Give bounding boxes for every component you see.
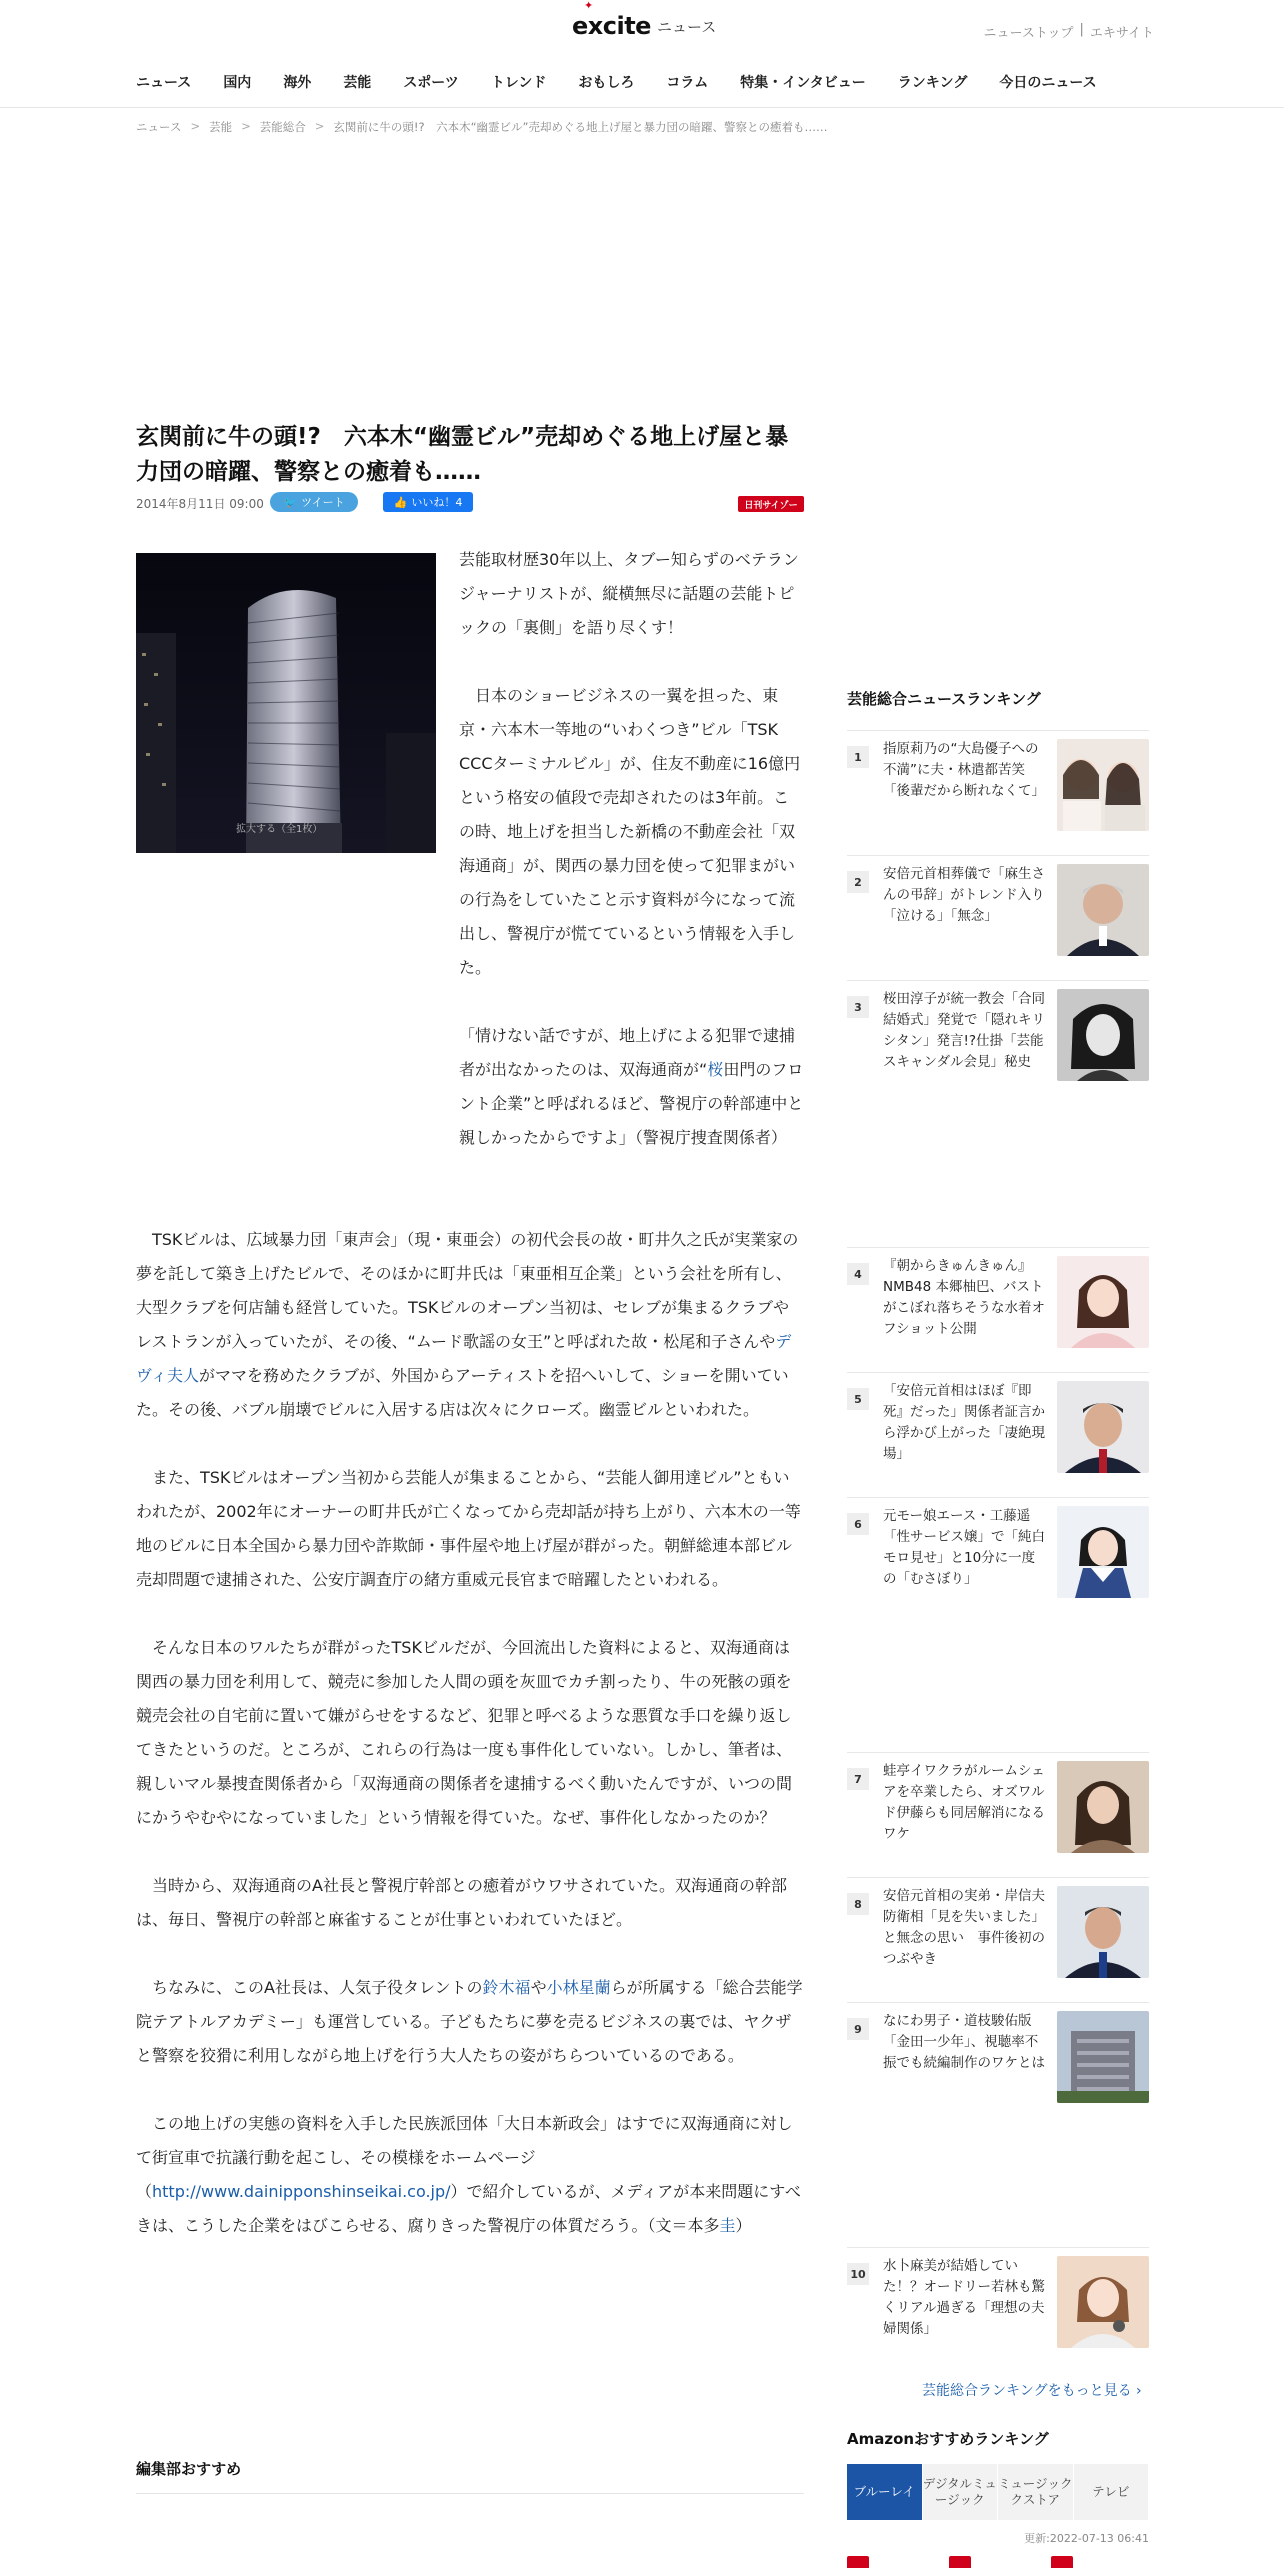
tab-music-store[interactable]: ミュージッククストア: [998, 2464, 1074, 2520]
article-body-side: [459, 543, 804, 1189]
breadcrumb-sep: >: [190, 119, 201, 133]
tab-digital-music[interactable]: デジタルミュージック: [923, 2464, 999, 2520]
rank-number: 9: [847, 2018, 869, 2040]
article-paragraph: 当時から、双海通商のA社長と警視庁幹部との癒着がウワサされていた。双海通商の幹部は、毎日、警視庁の幹部と麻雀することが仕事といわれていたほど。: [136, 1876, 787, 1929]
chevron-right-icon: ›: [1136, 2383, 1142, 2399]
rank-headline: なにわ男子・道枝駿佑版「金田一少年」、視聴率不振でも続編制作のワケとは: [883, 2013, 1045, 2071]
paragraph-text: がママを務めたクラブが、外国からアーティストを招へいして、ショーを開いていた。その後、バブル崩壊でビルに入居する店は次々にクローズ。幽霊ビルといわれた。: [136, 1366, 789, 1419]
rank-thumbnail: [1057, 1761, 1149, 1853]
suzuki-fuku-link[interactable]: 鈴木福: [482, 1978, 531, 1997]
article-body: [136, 1223, 804, 2277]
header-links: [984, 22, 1154, 41]
like-button[interactable]: [383, 492, 473, 512]
nav-ranking[interactable]: ランキング: [897, 75, 968, 91]
logo-text: excite: [572, 12, 651, 40]
paragraph-text: ちなみに、このA社長は、人気子役タレントの: [136, 1978, 483, 1997]
article-paragraph: そんな日本のワルたちが群がったTSKビルだが、今回流出した資料によると、双海通商は関西の暴力団を利用して、競売に参加した人間の頭を灰皿でカチ割ったり、牛の死骸の頭を競売会社の自宅前に置いて嫌がらせをするなど、犯罪と呼べるような悪質な手口を繰り返してきたというのだ。ところが、これらの行為は一度も事件化していない。しかし、筆者は、親しいマル暴捜査関係者から「双海通商の関係者を逮捕するべく動いたんですが、いつの間にかうやむやになっていました」という情報を得ていた。なぜ、事件化しなかったのか？: [136, 1638, 793, 1827]
amazon-rank-markers: [847, 2556, 1149, 2568]
ranking-item[interactable]: [847, 1752, 1149, 1862]
dewi-link[interactable]: デヴィ夫人: [136, 1332, 792, 1385]
photo-caption: 拡大する（全1枚）: [236, 824, 323, 835]
breadcrumb: [136, 119, 827, 135]
nav-domestic[interactable]: 国内: [223, 75, 252, 91]
rank-number: 4: [847, 1263, 869, 1285]
rank-headline: 水卜麻美が結婚していた！？オードリー若林も驚くリアル過ぎる「理想の夫婦関係」: [883, 2258, 1045, 2337]
rank-thumbnail: [1057, 1506, 1149, 1598]
rank-headline: 安倍元首相の実弟・岸信夫防衛相「見を失いました」と無念の思い 事件後初のつぶやき: [883, 1888, 1045, 1967]
article-paragraph: [136, 1971, 804, 2073]
main-nav: [136, 72, 1129, 92]
ranking-item[interactable]: [847, 980, 1149, 1090]
ranking-item[interactable]: [847, 855, 1149, 965]
tab-bluray[interactable]: ブルーレイ: [847, 2464, 923, 2520]
logo-mark: [572, 0, 651, 40]
ranking-item[interactable]: [847, 1372, 1149, 1482]
nav-funny[interactable]: おもしろ: [578, 75, 635, 91]
paragraph-text: らが所属する「総合芸能学院テアトルアカデミー」も運営している。子どもたちに夢を売るビジネスの裏では、ヤクザと警察を狡猾に利用しながら地上げを行う大人たちの姿がちらついているのである。: [136, 1978, 803, 2065]
tweet-button[interactable]: [270, 492, 358, 512]
editor-pick-heading: 編集部おすすめ: [136, 2458, 804, 2494]
nav-sports[interactable]: スポーツ: [403, 75, 459, 91]
article-paragraph: [136, 2107, 804, 2243]
source-badge: 日刊サイゾー: [738, 496, 804, 512]
ranking-item[interactable]: [847, 2002, 1149, 2112]
rank-number: 8: [847, 1893, 869, 1915]
nav-today[interactable]: 今日のニュース: [999, 75, 1097, 91]
breadcrumb-general[interactable]: 芸能総合: [259, 120, 306, 134]
rank-headline: 桜田淳子が統一教会「合同結婚式」発覚で「隠れキリシタン」発言!?仕掛「芸能スキャンダル会見」秘史: [883, 991, 1045, 1070]
ranking-item[interactable]: [847, 2247, 1149, 2357]
nav-feature[interactable]: 特集・インタビュー: [740, 75, 866, 91]
rank-marker: [1051, 2556, 1073, 2568]
rank-number: 3: [847, 996, 869, 1018]
nav-news[interactable]: ニュース: [136, 75, 192, 91]
rank-headline: 『朝からきゅんきゅん』NMB48 本郷柚巴、バストがこぼれ落ちそうな水着オフショット公開: [883, 1258, 1045, 1337]
paragraph-text: や: [530, 1978, 547, 1997]
rank-marker: [949, 2556, 971, 2568]
rank-number: 6: [847, 1513, 869, 1535]
excite-link[interactable]: エキサイト: [1089, 26, 1154, 41]
ranking-item[interactable]: [847, 1497, 1149, 1607]
nav-column[interactable]: コラム: [666, 75, 709, 91]
rank-number: 7: [847, 1768, 869, 1790]
rank-number: 5: [847, 1388, 869, 1410]
quote-text: 田門のフロント企業”と呼ばれるほど、警視庁の幹部連中と親しかったからですよ」（警視庁捜査関係者）: [459, 1060, 804, 1147]
article-photo[interactable]: [136, 553, 436, 853]
ranking-more-link[interactable]: [922, 2380, 1142, 2400]
thumbs-up-icon: 👍: [393, 495, 408, 509]
rank-thumbnail: [1057, 864, 1149, 956]
rank-headline: 指原莉乃の“大島優子への不満”に夫・林遣都苦笑 「後輩だから断れなくて」: [883, 741, 1045, 799]
rank-thumbnail: [1057, 1381, 1149, 1473]
ranking-item[interactable]: [847, 1877, 1149, 1987]
logo-sub: ニュース: [656, 18, 717, 36]
rank-number: 2: [847, 871, 869, 893]
rank-headline: 安倍元首相葬儀で「麻生さんの弔辞」がトレンド入り「泣ける」「無念」: [883, 866, 1045, 924]
amazon-updated: 更新:2022-07-13 06:41: [1024, 2532, 1149, 2545]
site-header: [0, 0, 1284, 108]
rank-marker: [847, 2556, 869, 2568]
breadcrumb-entertainment[interactable]: 芸能: [209, 120, 233, 134]
homepage-link[interactable]: http://www.dainipponshinseikai.co.jp/: [152, 2182, 451, 2201]
breadcrumb-sep: >: [314, 119, 325, 133]
paragraph-text: ）で紹介しているが、メディアが本来問題にすべきは、こうした企業をはびこらせる、腐りきった警視庁の体質だろう。（文＝本多: [136, 2182, 801, 2235]
keyword-link[interactable]: 桜: [707, 1060, 724, 1079]
tower-photo-image: [136, 553, 436, 853]
article-paragraph: また、TSKビルはオープン当初から芸能人が集まることから、“芸能人御用達ビル”ともいわれたが、2002年にオーナーの町井氏が亡くなってから売却話が持ち上がり、六本木の一等地のビルに日本全国から暴力団や詐欺師・事件屋や地上げ屋が群がった。朝鮮総連本部ビル売却問題で逮捕された、公安庁調査庁の緒方重威元長官まで暗躍したといわれる。: [136, 1468, 801, 1589]
paragraph-text: ）: [735, 2216, 752, 2235]
ranking-item[interactable]: [847, 1247, 1149, 1357]
ranking-item[interactable]: [847, 730, 1149, 840]
rank-number: 10: [847, 2263, 869, 2285]
article-date: 2014年8月11日 09:00: [136, 497, 264, 511]
article-meta: [136, 490, 804, 516]
author-link[interactable]: 圭: [719, 2216, 736, 2235]
article-header: [136, 420, 804, 490]
logo-spark-icon: ✦: [584, 0, 593, 12]
paragraph-text: この地上げの実態の資料を入手した民族派団体「大日本新政会」はすでに双海通商に対して街宣車で抗議行動を起こし、その模様をホームページ（: [136, 2114, 793, 2201]
excite-logo[interactable]: [572, 0, 717, 40]
quote-text: 「情けない話ですが、地上げによる犯罪で逮捕者が出なかったのは、双海通商が“: [459, 1026, 796, 1079]
tweet-label: ツイート: [301, 496, 345, 509]
rank-thumbnail: [1057, 2011, 1149, 2103]
article-quote: [459, 1019, 804, 1155]
article-title: 玄関前に牛の頭!? 六本木“幽霊ビル”売却めぐる地上げ屋と暴力団の暗躍、警察との癒着も……: [136, 424, 789, 485]
more-link-label: 芸能総合ランキングをもっと見る: [922, 2383, 1132, 2399]
amazon-ranking-title: Amazonおすすめランキング: [847, 2430, 1049, 2448]
breadcrumb-news[interactable]: ニュース: [136, 120, 182, 134]
nav-entertainment[interactable]: 芸能: [343, 75, 372, 91]
rank-thumbnail: [1057, 1886, 1149, 1978]
amazon-tabs: [847, 2464, 1149, 2520]
breadcrumb-sep: >: [241, 119, 251, 133]
header-divider: |: [1079, 22, 1084, 37]
like-label: いいね！4: [411, 496, 463, 509]
rank-number: 1: [847, 746, 869, 768]
ranking-title: 芸能総合ニュースランキング: [847, 690, 1041, 708]
rank-thumbnail: [1057, 739, 1149, 831]
article-paragraph: [136, 1223, 804, 1427]
news-top-link[interactable]: ニューストップ: [983, 26, 1074, 41]
article-paragraph: 芸能取材歴30年以上、タブー知らずのベテランジャーナリストが、縦横無尽に話題の芸能トピックの「裏側」を語り尽くす！: [459, 550, 799, 637]
twitter-bird-icon: 🐦: [283, 495, 298, 509]
rank-thumbnail: [1057, 1256, 1149, 1348]
article-paragraph: 日本のショービジネスの一翼を担った、東京・六本木一等地の“いわくつき”ビル「TSK CCCターミナルビル」が、住友不動産に16億円という格安の値段で売却されたのは3年前。この時、地上げを担当した新橋の不動産会社「双海通商」が、関西の暴力団を使って犯罪まがいの行為をしていたこと示す資料が今になって流出し、警視庁が慌てているという情報を入手した。: [459, 686, 801, 977]
nav-trend[interactable]: トレンド: [490, 75, 547, 91]
rank-thumbnail: [1057, 989, 1149, 1081]
nav-overseas[interactable]: 海外: [283, 75, 312, 91]
rank-headline: 蛙亭イワクラがルームシェアを卒業したら、オズワルド伊藤らも同居解消になるワケ: [883, 1763, 1045, 1842]
rank-headline: 「安倍元首相はほぼ『即死』だった」関係者証言から浮かび上がった「凄絶現場」: [883, 1383, 1045, 1462]
tab-tv[interactable]: テレビ: [1074, 2464, 1150, 2520]
breadcrumb-current: 玄関前に牛の頭!? 六本木“幽霊ビル”売却めぐる地上げ屋と暴力団の暗躍、警察との癒着も……: [333, 120, 828, 134]
paragraph-text: TSKビルは、広域暴力団「東声会」（現・東亜会）の初代会長の故・町井久之氏が実業家の夢を託して築き上げたビルで、そのほかに町井氏は「東亜相互企業」という会社を所有し、大型クラブを何店舗も経営していた。TSKビルのオープン当初は、セレブが集まるクラブやレストランが入っていたが、その後、“ムード歌謡の女王”と呼ばれた故・松尾和子さんや: [136, 1230, 799, 1351]
rank-thumbnail: [1057, 2256, 1149, 2348]
rank-headline: 元モー娘エース・工藤遥「性サービス嬢」で「純白モロ見せ」と10分に一度の「むさぼり」: [883, 1508, 1045, 1587]
kobayashi-seiran-link[interactable]: 小林星蘭: [546, 1978, 611, 1997]
